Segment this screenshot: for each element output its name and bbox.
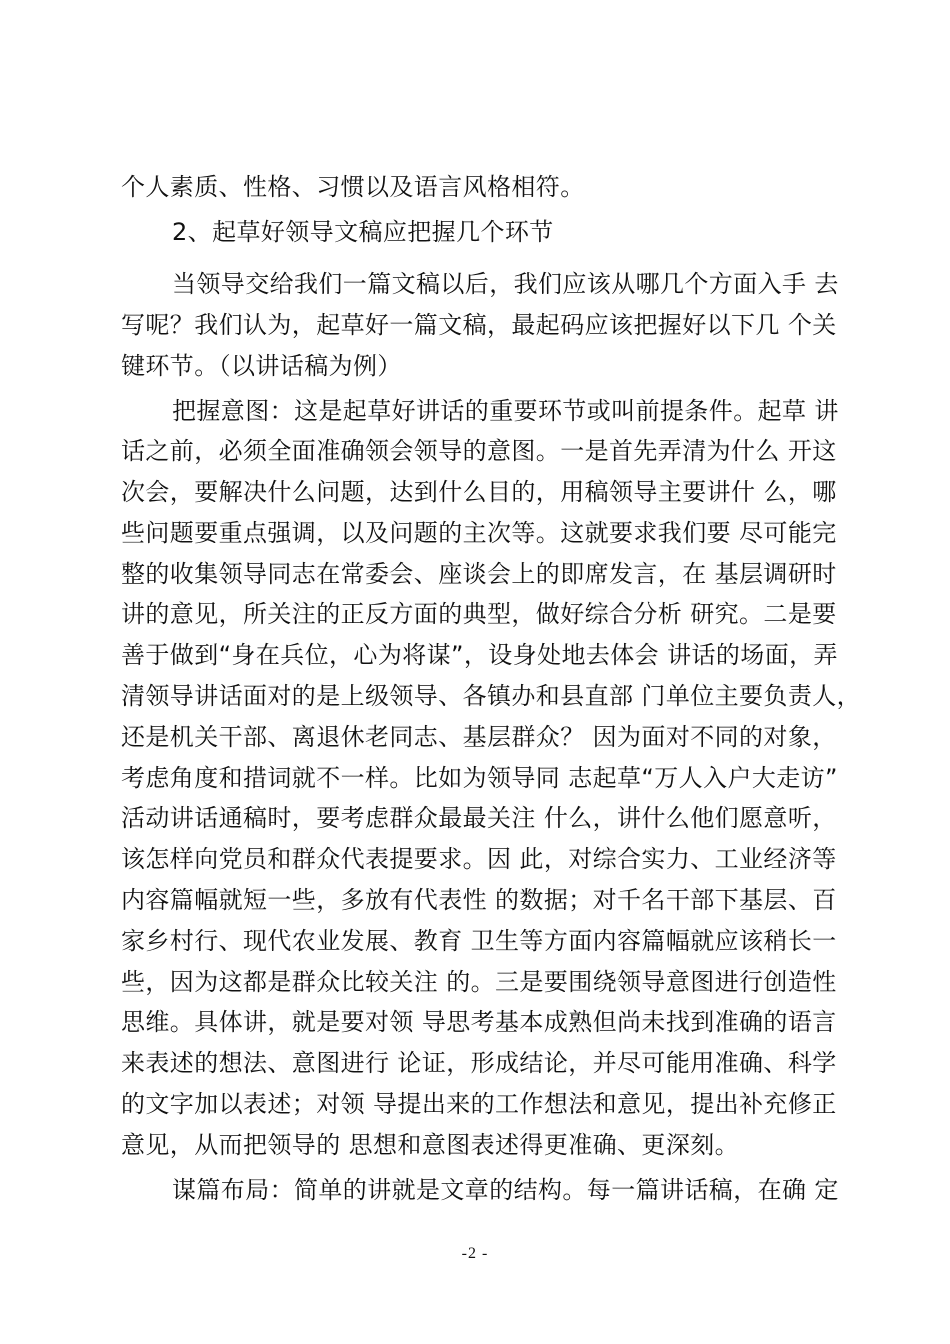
paragraph-line: 该怎样向党员和群众代表提要求。因 此，对综合实力、工业经济等 [121,845,837,873]
paragraph-line: 意见，从而把领导的 思想和意图表述得更准确、更深刻。 [121,1131,740,1159]
paragraph-line: 清领导讲话面对的是上级领导、各镇办和县直部 门单位主要负责人， [121,682,862,710]
page-number: -2 - [461,1245,489,1262]
paragraph-line: 还是机关干部、离退休老同志、基层群众？ 因为面对不同的对象， [121,723,837,751]
paragraph-line: 家乡村行、现代农业发展、教育 卫生等方面内容篇幅就应该稍长一 [121,927,837,955]
paragraph-line: 个人素质、性格、习惯以及语言风格相符。 [121,173,585,201]
paragraph-line: 活动讲话通稿时，要考虑群众最最关注 什么，讲什么他们愿意听， [121,804,837,832]
paragraph-line: 的文字加以表述；对领 导提出来的工作想法和意见，提出补充修正 [121,1090,837,1118]
paragraph-line: 当领导交给我们一篇文稿以后，我们应该从哪几个方面入手 去 [172,270,839,298]
paragraph-line: 来表述的想法、意图进行 论证，形成结论，并尽可能用准确、科学 [121,1049,837,1077]
paragraph-line: 次会，要解决什么问题，达到什么目的，用稿领导主要讲什 么，哪 [121,478,837,506]
section-heading: 2、起草好领导文稿应把握几个环节 [172,218,554,246]
paragraph-line: 话之前，必须全面准确领会领导的意图。一是首先弄清为什么 开这 [121,437,837,465]
paragraph-line: 把握意图：这是起草好讲话的重要环节或叫前提条件。起草 讲 [172,397,839,425]
paragraph-line: 些，因为这都是群众比较关注 的。三是要围绕领导意图进行创造性 [121,968,837,996]
paragraph-line: 善于做到“身在兵位，心为将谋”，设身处地去体会 讲话的场面，弄 [121,641,838,669]
paragraph-line: 讲的意见，所关注的正反方面的典型，做好综合分析 研究。二是要 [121,600,837,628]
paragraph-line: 些问题要重点强调，以及问题的主次等。这就要求我们要 尽可能完 [121,519,837,547]
paragraph-line: 键环节。（以讲话稿为例） [121,352,402,380]
paragraph-line: 整的收集领导同志在常委会、座谈会上的即席发言，在 基层调研时 [121,560,837,588]
paragraph-line: 写呢？我们认为，起草好一篇文稿，最起码应该把握好以下几 个关 [121,311,837,339]
paragraph-line: 考虑角度和措词就不一样。比如为领导同 志起草“万人入户大走访” [121,764,838,792]
paragraph-line: 思维。具体讲，就是要对领 导思考基本成熟但尚未找到准确的语言 [121,1008,837,1036]
paragraph-line: 谋篇布局：简单的讲就是文章的结构。每一篇讲话稿，在确 定 [172,1176,839,1204]
paragraph-line: 内容篇幅就短一些，多放有代表性 的数据；对千名干部下基层、百 [121,886,837,914]
